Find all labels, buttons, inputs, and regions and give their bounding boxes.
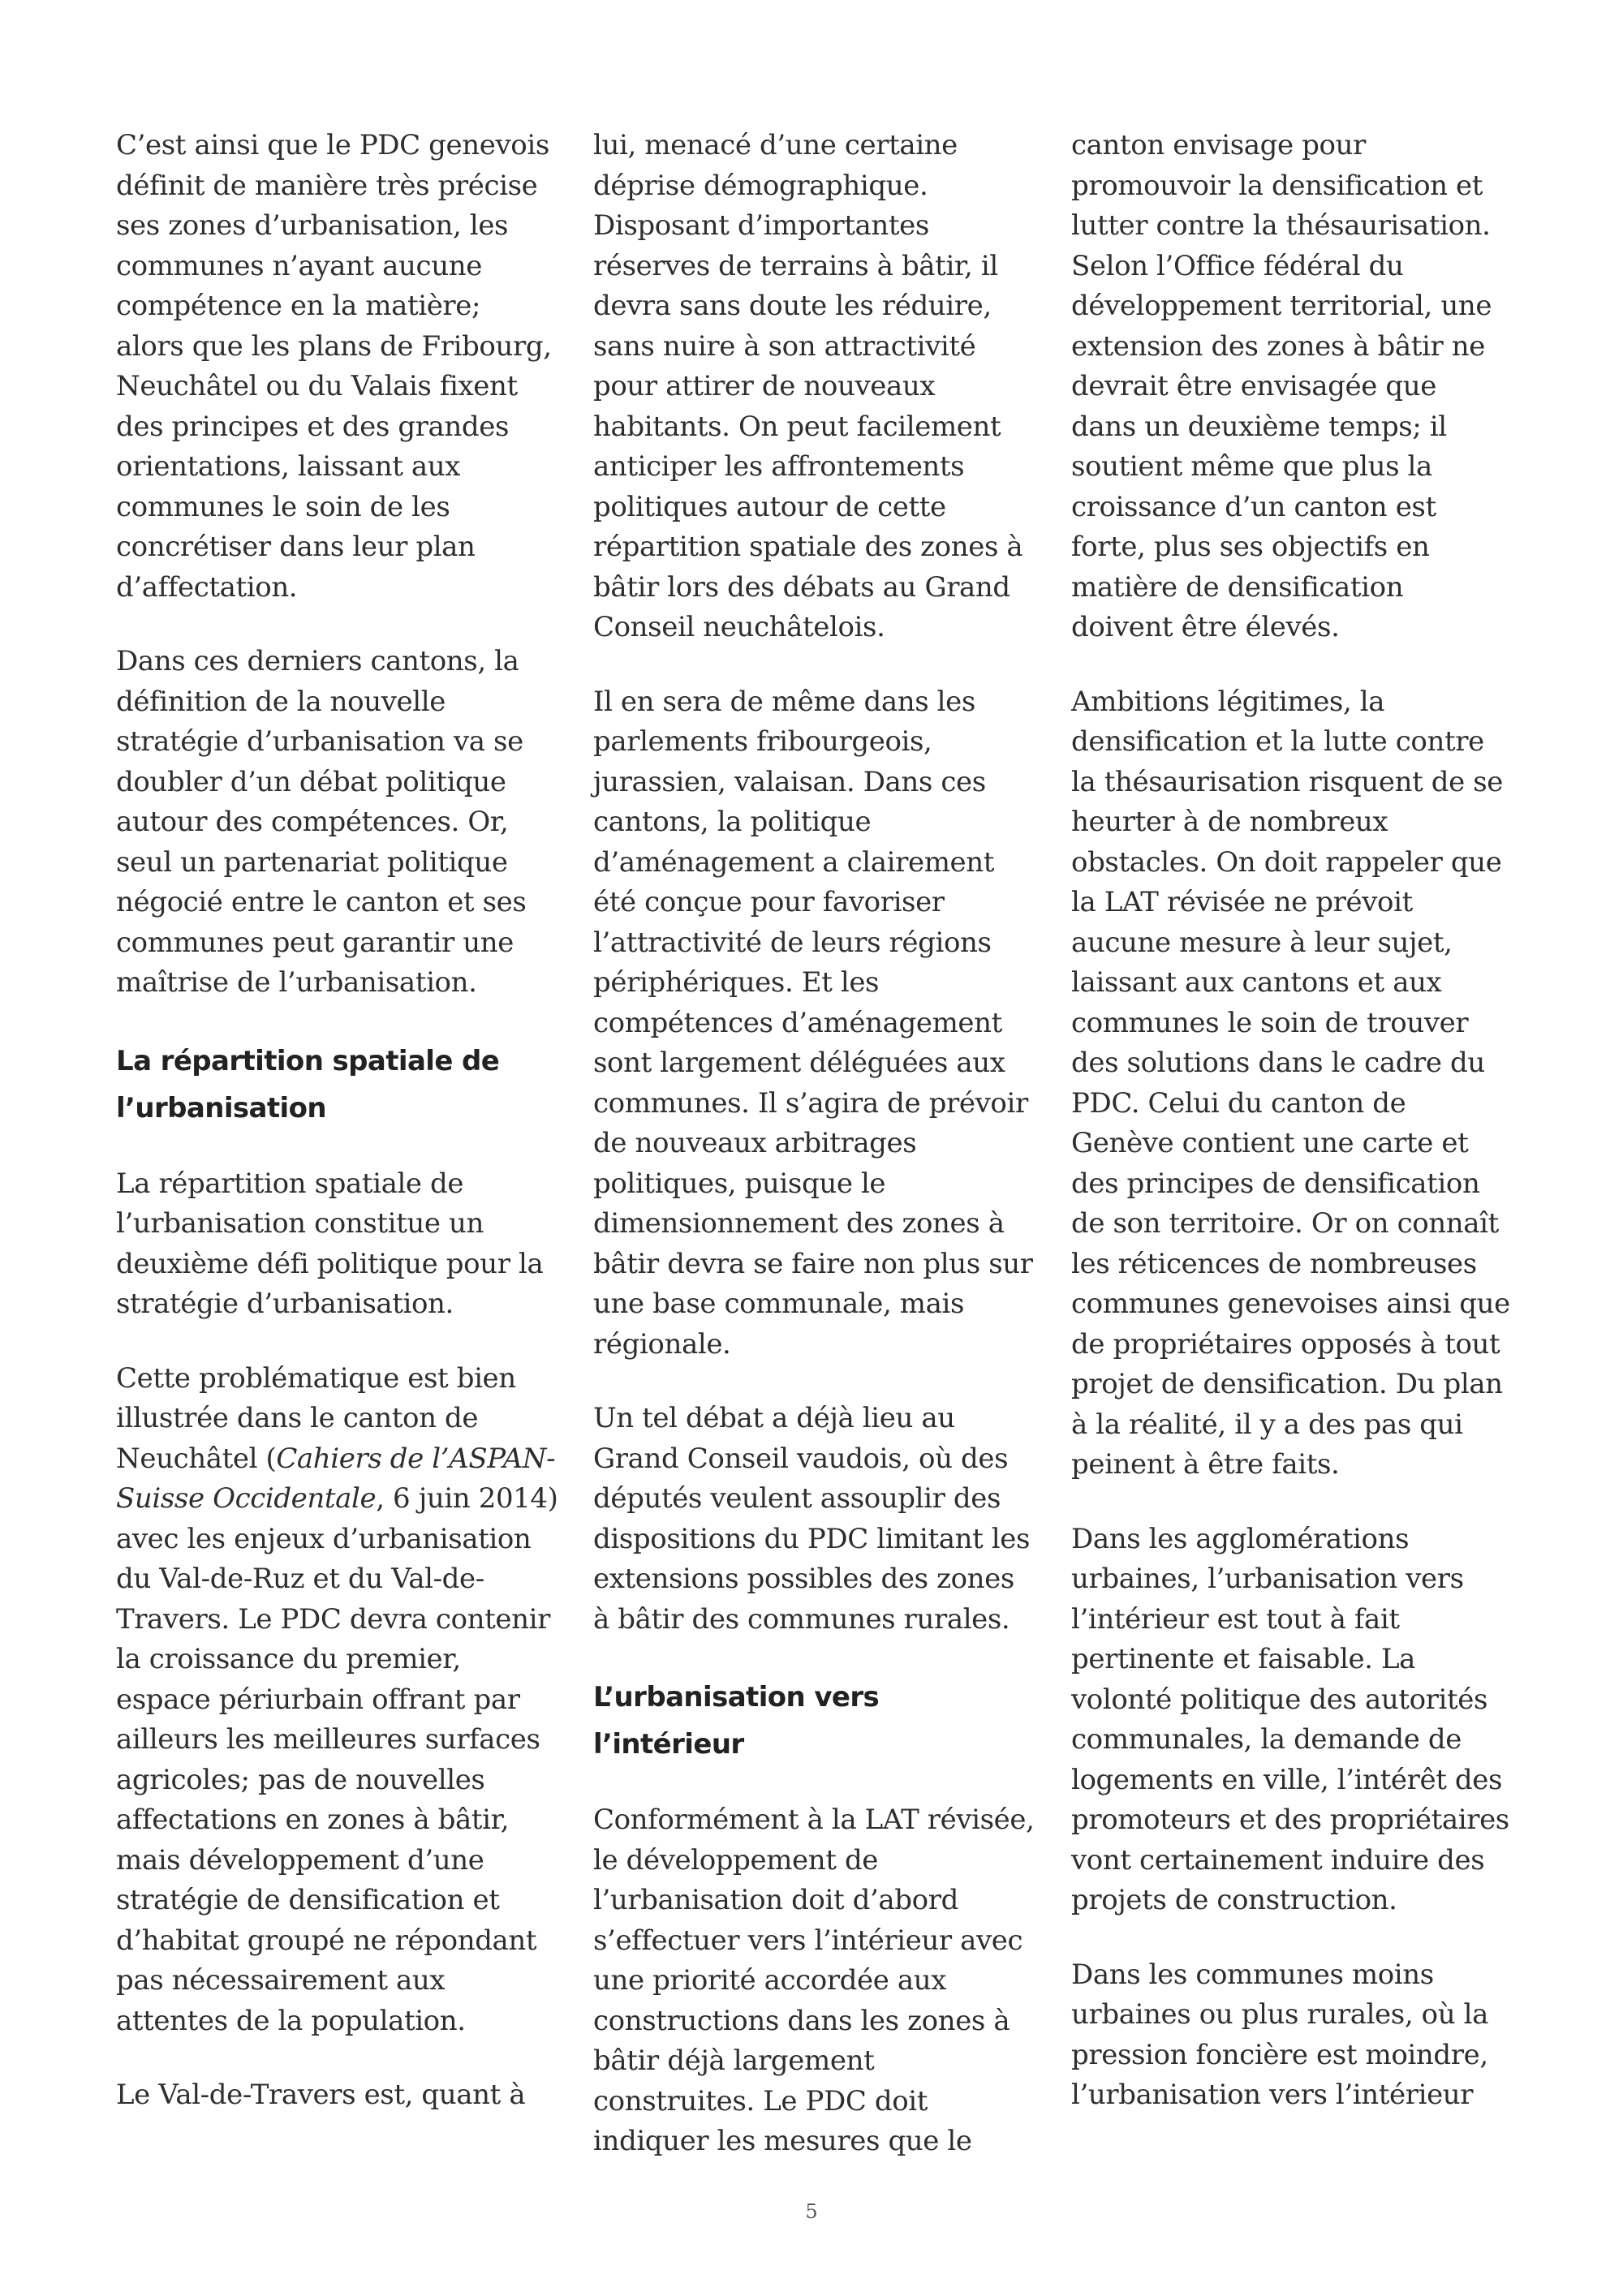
paragraph: Le Val-de-Travers est, quant à bbox=[116, 2079, 526, 2111]
paragraph: Dans ces derniers cantons, la définition de la nouvelle stratégie d’urbanisation va se doubler d’un débat politique autour des compétences. Or, seul un partenariat politique négocié entre le canton et ses communes peut garantir une maîtrise de l’urbanisation. bbox=[116, 645, 527, 999]
paragraph-text: Cette problématique est bien illustrée dans le canton de Neuchâtel ( bbox=[116, 1361, 516, 1475]
paragraph: Dans les agglomérations urbaines, l’urbanisation vers l’intérieur est tout à fait pertinente et faisable. La volonté politique des autorités communales, la demande de logements en ville, l’intérêt des promoteurs et des propriétaires vont certainement induire des projets de construction. bbox=[1071, 1522, 1509, 1916]
paragraph: C’est ainsi que le PDC genevois définit de manière très précise ses zones d’urbanisation, les communes n’ayant aucune compétence en la matière; alors que les plans de Fribourg, Neuchâtel ou du Valais fixent des principes et des grandes orientations, laissant aux communes le soin de les concrétiser dans leur plan d’affectation. bbox=[116, 129, 552, 604]
section-heading: L’urbanisation vers l’intérieur bbox=[593, 1681, 880, 1761]
paragraph: Dans les communes moins urbaines ou plus rurales, où la pression foncière est moindre, l’urbanisation vers l’intérieur bbox=[1071, 1958, 1488, 2111]
section-heading: La répartition spatiale de l’urbanisation bbox=[116, 1044, 500, 1124]
text-column-2 bbox=[593, 126, 1048, 2196]
paragraph: canton envisage pour promouvoir la densification et lutter contre la thésaurisation. Selon l’Office fédéral du développement territorial, une extension des zones à bâtir ne devrait être envisagée que dans un deuxième temps; il soutient même que plus la croissance d’un canton est forte, plus ses objectifs en matière de densification doivent être élevés. bbox=[1071, 129, 1492, 643]
paragraph: La répartition spatiale de l’urbanisation constitue un deuxième défi politique pour la stratégie d’urbanisation. bbox=[116, 1167, 544, 1320]
paragraph: Un tel débat a déjà lieu au Grand Conseil vaudois, où des députés veulent assouplir des dispositions du PDC limitant les extensions possibles des zones à bâtir des communes rurales. bbox=[593, 1402, 1031, 1636]
text-column-3 bbox=[1071, 126, 1526, 2150]
page-number: 5 bbox=[805, 2200, 818, 2223]
paragraph: Ambitions légitimes, la densification et la lutte contre la thésaurisation risquent de se heurter à de nombreux obstacles. On doit rappeler que la LAT révisée ne prévoit aucune mesure à leur sujet, laissant aux cantons et aux communes le soin de trouver des solutions dans le cadre du PDC. Celui du canton de Genève contient une carte et des principes de densification de son territoire. Or on connaît les réticences de nombreuses communes genevoises ainsi que de propriétaires opposés à tout projet de densification. Du plan à la réalité, il y a des pas qui peinent à être faits. bbox=[1071, 685, 1510, 1481]
paragraph: Conformément à la LAT révisée, le développement de l’urbanisation doit d’abord s’effectuer vers l’intérieur avec une priorité accordée aux constructions dans les zones à bâtir déjà largement construites. Le PDC doit indiquer les mesures que le bbox=[593, 1804, 1035, 2157]
paragraph-with-citation bbox=[116, 1359, 558, 2042]
citation-title: Cahiers de l’ASPAN-Suisse Occidentale bbox=[116, 1442, 556, 1515]
text-column-1 bbox=[116, 126, 570, 2150]
paragraph-text: , 6 juin 2014) avec les enjeux d’urbanisation du Val-de-Ruz et du Val-de-Travers. Le PDC devra contenir la croissance du premier, espace périurbain offrant par ailleurs les meilleures surfaces agricoles; pas de nouvelles affectations en zones à bâtir, mais développement d’une stratégie de densification et d’habitat groupé ne répondant pas nécessairement aux attentes de la population. bbox=[116, 1482, 558, 2037]
paragraph: lui, menacé d’une certaine déprise démographique. Disposant d’importantes réserves de terrains à bâtir, il devra sans doute les réduire, sans nuire à son attractivité pour attirer de nouveaux habitants. On peut facilement anticiper les affrontements politiques autour de cette répartition spatiale des zones à bâtir lors des débats au Grand Conseil neuchâtelois. bbox=[593, 129, 1023, 643]
paragraph: Il en sera de même dans les parlements fribourgeois, jurassien, valaisan. Dans ces cantons, la politique d’aménagement a clairement été conçue pour favoriser l’attractivité de leurs régions périphériques. Et les compétences d’aménagement sont largement déléguées aux communes. Il s’agira de prévoir de nouveaux arbitrages politiques, puisque le dimensionnement des zones à bâtir devra se faire non plus sur une base communale, mais régionale. bbox=[593, 685, 1033, 1361]
